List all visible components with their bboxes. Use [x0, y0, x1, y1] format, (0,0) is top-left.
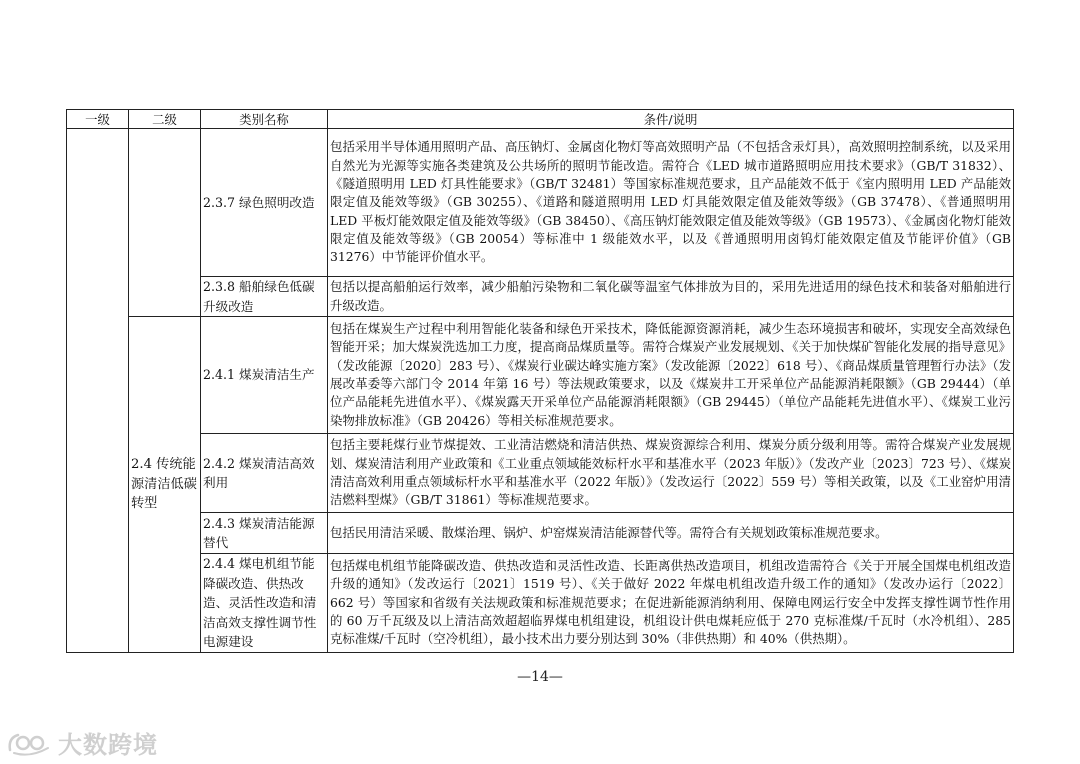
- page-number: —14—: [517, 669, 563, 685]
- big-data-logo-icon: [6, 730, 54, 756]
- header-category-name: 类别名称: [201, 110, 328, 129]
- watermark-text: 大数跨境: [58, 731, 158, 759]
- level-1-cell: [67, 129, 129, 653]
- header-level-2: 二级: [129, 110, 201, 129]
- category-name: 2.3.7 绿色照明改造: [201, 129, 328, 277]
- category-description: 包括主要耗煤行业节煤提效、工业清洁燃烧和清洁供热、煤炭资源综合利用、煤炭分质分级利用等。需符合煤炭产业发展规划、煤炭清洁利用产业政策和《工业重点领域能效标杆水平和基准水平（2023 年版）》（发改产业〔2023〕723 号）、《煤炭清洁高效利用重点领域标杆水平和基准水平（2022 年版）》（发改运行〔2022〕559 号）等相关政策，以及《工业窑炉用清洁燃料型煤》（GB/T 31861）等标准规范要求。: [328, 434, 1014, 513]
- category-description: 包括采用半导体通用照明产品、高压钠灯、金属卤化物灯等高效照明产品（不包括含汞灯具），高效照明控制系统，以及采用自然光为光源等实施各类建筑及公共场所的照明节能改造。需符合《LED 城市道路照明应用技术要求》（GB/T 31832）、《隧道照明用 LED 灯具性能要求》（GB/T 32481）等国家标准规范要求，且产品能效不低于《室内照明用 LED 产品能效限定值及能效等级》（GB 30255）、《道路和隧道照明用 LED 灯具能效限定值及能效等级》（GB 37478）、《普通照明用 LED 平板灯能效限定值及能效等级》（GB 38450）、《高压钠灯能效限定值及能效等级》（GB 19573）、《金属卤化物灯能效限定值及能效等级》（GB 20054）等标准中 1 级能效水平，以及《普通照明用卤钨灯能效限定值及节能评价值》（GB 31276）中节能评价值水平。: [328, 129, 1014, 277]
- table-row: [67, 513, 1014, 554]
- category-description: 包括煤电机组节能降碳改造、供热改造和灵活性改造、长距离供热改造项目，机组改造需符合《关于开展全国煤电机组改造升级的通知》（发改运行〔2021〕1519 号）、《关于做好 2022 年煤电机组改造升级工作的通知》（发改办运行〔2022〕662 号）等国家和省级有关法规政策和标准规范要求；在促进新能源消纳利用、保障电网运行安全中发挥支撑性调节性作用的 60 万千瓦级及以上清洁高效超超临界煤电机组建设，机组设计供电煤耗应低于 270 克标准煤/千瓦时（水冷机组）、285 克标准煤/千瓦时（空冷机组），最小技术出力要分别达到 30%（非供热期）和 40%（供热期）。: [328, 554, 1014, 653]
- header-conditions: 条件/说明: [328, 110, 1014, 129]
- table-row: [67, 317, 1014, 434]
- table-row: [67, 129, 1014, 277]
- category-name: 2.4.3 煤炭清洁能源替代: [201, 513, 328, 554]
- category-name: 2.4.2 煤炭清洁高效利用: [201, 434, 328, 513]
- level-2-cell-empty: [129, 129, 201, 317]
- standards-table: [66, 109, 1014, 653]
- table-row: [67, 277, 1014, 317]
- watermark: [6, 725, 158, 760]
- header-level-1: 一级: [67, 110, 129, 129]
- category-name: 2.3.8 船舶绿色低碳升级改造: [201, 277, 328, 317]
- category-name: 2.4.4 煤电机组节能降碳改造、供热改造、灵活性改造和清洁高效支撑性调节性电源建设: [201, 554, 328, 653]
- category-name: 2.4.1 煤炭清洁生产: [201, 317, 328, 434]
- category-description: 包括以提高船舶运行效率，减少船舶污染物和二氧化碳等温室气体排放为目的，采用先进适用的绿色技术和装备对船舶进行升级改造。: [328, 277, 1014, 317]
- table-header-row: [67, 110, 1014, 129]
- category-description: 包括民用清洁采暖、散煤治理、锅炉、炉窑煤炭清洁能源替代等。需符合有关规划政策标准规范要求。: [328, 513, 1014, 554]
- table-row: [67, 434, 1014, 513]
- level-2-group-label: 2.4 传统能源清洁低碳转型: [129, 317, 201, 653]
- category-description: 包括在煤炭生产过程中利用智能化装备和绿色开采技术，降低能源资源消耗，减少生态环境损害和破坏，实现安全高效绿色智能开采；加大煤炭洗选加工力度，提高商品煤质量等。需符合煤炭产业发展规划、《关于加快煤矿智能化发展的指导意见》（发改能源〔2020〕283 号）、《煤炭行业碳达峰实施方案》（发改能源〔2022〕618 号）、《商品煤质量管理暂行办法》（发展改革委等六部门令 2014 年第 16 号）等法规政策要求，以及《煤炭井工开采单位产品能源消耗限额》（GB 29444）（单位产品能耗先进值水平）、《煤炭露天开采单位产品能源消耗限额》（GB 29445）（单位产品能耗先进值水平）、《煤炭工业污染物排放标准》（GB 20426）等相关标准规范要求。: [328, 317, 1014, 434]
- table-row: [67, 554, 1014, 653]
